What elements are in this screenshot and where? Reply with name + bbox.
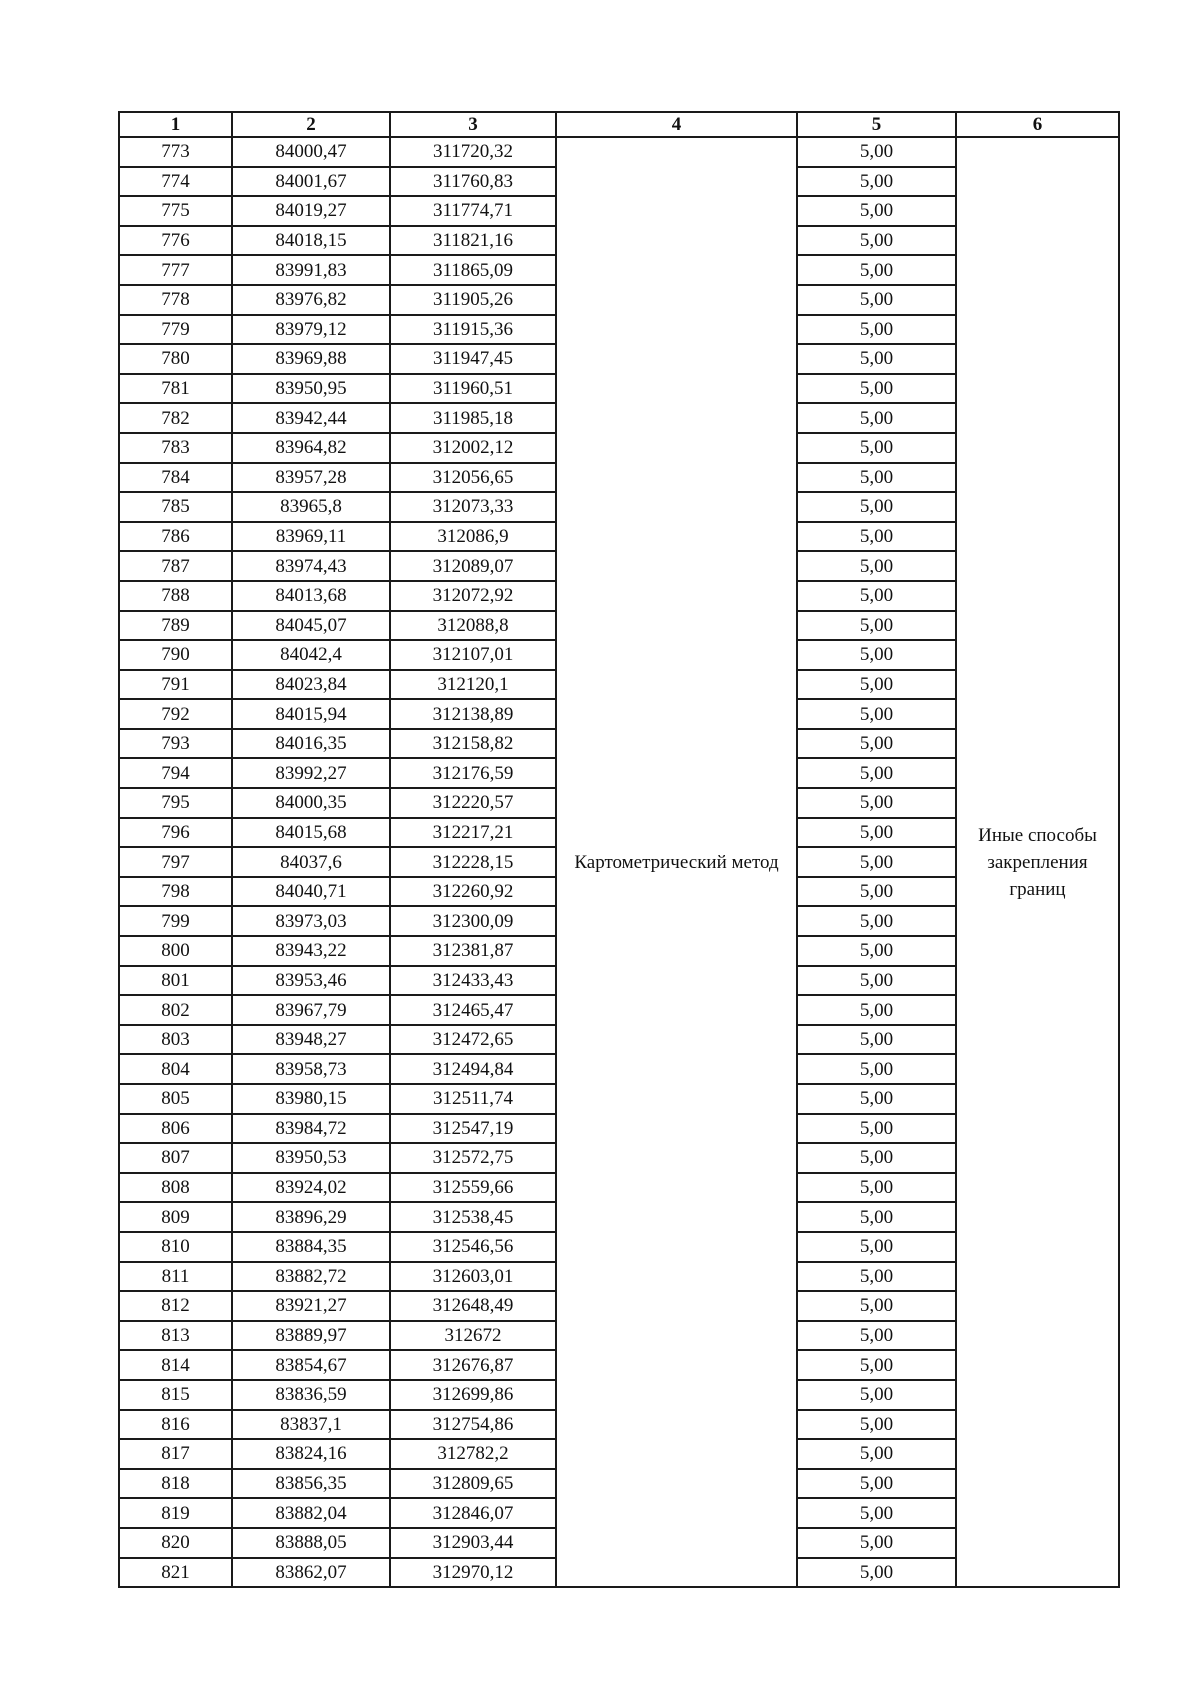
y-coordinate-cell: 312782,2	[390, 1439, 556, 1469]
y-coordinate-cell: 312433,43	[390, 966, 556, 996]
x-coordinate-cell: 83964,82	[232, 433, 390, 463]
point-number-cell: 776	[119, 226, 232, 256]
y-coordinate-cell: 312676,87	[390, 1350, 556, 1380]
x-coordinate-cell: 83974,43	[232, 551, 390, 581]
y-coordinate-cell: 311774,71	[390, 196, 556, 226]
x-coordinate-cell: 83950,53	[232, 1143, 390, 1173]
precision-cell: 5,00	[797, 877, 956, 907]
point-number-cell: 786	[119, 522, 232, 552]
precision-cell: 5,00	[797, 137, 956, 167]
x-coordinate-cell: 84040,71	[232, 877, 390, 907]
x-coordinate-cell: 83837,1	[232, 1410, 390, 1440]
precision-cell: 5,00	[797, 433, 956, 463]
x-coordinate-cell: 84042,4	[232, 640, 390, 670]
precision-cell: 5,00	[797, 1321, 956, 1351]
x-coordinate-cell: 83969,11	[232, 522, 390, 552]
y-coordinate-cell: 312494,84	[390, 1054, 556, 1084]
x-coordinate-cell: 83965,8	[232, 492, 390, 522]
point-number-cell: 780	[119, 344, 232, 374]
precision-cell: 5,00	[797, 1291, 956, 1321]
y-coordinate-cell: 311760,83	[390, 167, 556, 197]
x-coordinate-cell: 83888,05	[232, 1528, 390, 1558]
x-coordinate-cell: 83836,59	[232, 1380, 390, 1410]
y-coordinate-cell: 311865,09	[390, 255, 556, 285]
precision-cell: 5,00	[797, 1114, 956, 1144]
y-coordinate-cell: 312158,82	[390, 729, 556, 759]
point-number-cell: 800	[119, 936, 232, 966]
point-number-cell: 819	[119, 1498, 232, 1528]
precision-cell: 5,00	[797, 847, 956, 877]
x-coordinate-cell: 83992,27	[232, 758, 390, 788]
precision-cell: 5,00	[797, 522, 956, 552]
y-coordinate-cell: 312107,01	[390, 640, 556, 670]
y-coordinate-cell: 312699,86	[390, 1380, 556, 1410]
point-number-cell: 790	[119, 640, 232, 670]
header-col-2: 2	[232, 112, 390, 137]
precision-cell: 5,00	[797, 936, 956, 966]
precision-cell: 5,00	[797, 226, 956, 256]
x-coordinate-cell: 84037,6	[232, 847, 390, 877]
header-col-5: 5	[797, 112, 956, 137]
precision-cell: 5,00	[797, 1498, 956, 1528]
x-coordinate-cell: 83882,04	[232, 1498, 390, 1528]
point-number-cell: 789	[119, 611, 232, 641]
point-number-cell: 792	[119, 699, 232, 729]
precision-cell: 5,00	[797, 1558, 956, 1588]
x-coordinate-cell: 83979,12	[232, 315, 390, 345]
point-number-cell: 806	[119, 1114, 232, 1144]
y-coordinate-cell: 312176,59	[390, 758, 556, 788]
precision-cell: 5,00	[797, 818, 956, 848]
point-number-cell: 774	[119, 167, 232, 197]
point-number-cell: 793	[119, 729, 232, 759]
y-coordinate-cell: 312086,9	[390, 522, 556, 552]
table-header	[119, 112, 1119, 137]
precision-cell: 5,00	[797, 966, 956, 996]
point-number-cell: 785	[119, 492, 232, 522]
precision-cell: 5,00	[797, 1054, 956, 1084]
x-coordinate-cell: 84001,67	[232, 167, 390, 197]
point-number-cell: 788	[119, 581, 232, 611]
y-coordinate-cell: 312056,65	[390, 463, 556, 493]
x-coordinate-cell: 84000,47	[232, 137, 390, 167]
x-coordinate-cell: 83969,88	[232, 344, 390, 374]
point-number-cell: 808	[119, 1173, 232, 1203]
y-coordinate-cell: 311960,51	[390, 374, 556, 404]
precision-cell: 5,00	[797, 640, 956, 670]
y-coordinate-cell: 312073,33	[390, 492, 556, 522]
precision-cell: 5,00	[797, 1439, 956, 1469]
precision-cell: 5,00	[797, 1084, 956, 1114]
y-coordinate-cell: 312260,92	[390, 877, 556, 907]
y-coordinate-cell: 312220,57	[390, 788, 556, 818]
x-coordinate-cell: 84045,07	[232, 611, 390, 641]
x-coordinate-cell: 83957,28	[232, 463, 390, 493]
precision-cell: 5,00	[797, 670, 956, 700]
y-coordinate-cell: 312538,45	[390, 1202, 556, 1232]
y-coordinate-cell: 311947,45	[390, 344, 556, 374]
precision-cell: 5,00	[797, 788, 956, 818]
x-coordinate-cell: 83882,72	[232, 1262, 390, 1292]
table-body	[119, 137, 1119, 1587]
y-coordinate-cell: 312572,75	[390, 1143, 556, 1173]
y-coordinate-cell: 312846,07	[390, 1498, 556, 1528]
point-number-cell: 784	[119, 463, 232, 493]
x-coordinate-cell: 83991,83	[232, 255, 390, 285]
precision-cell: 5,00	[797, 1173, 956, 1203]
precision-cell: 5,00	[797, 403, 956, 433]
precision-cell: 5,00	[797, 1202, 956, 1232]
precision-cell: 5,00	[797, 906, 956, 936]
point-number-cell: 775	[119, 196, 232, 226]
x-coordinate-cell: 83984,72	[232, 1114, 390, 1144]
y-coordinate-cell: 312559,66	[390, 1173, 556, 1203]
x-coordinate-cell: 83884,35	[232, 1232, 390, 1262]
point-number-cell: 815	[119, 1380, 232, 1410]
precision-cell: 5,00	[797, 611, 956, 641]
y-coordinate-cell: 312903,44	[390, 1528, 556, 1558]
precision-cell: 5,00	[797, 1380, 956, 1410]
precision-cell: 5,00	[797, 1350, 956, 1380]
x-coordinate-cell: 83973,03	[232, 906, 390, 936]
x-coordinate-cell: 83862,07	[232, 1558, 390, 1588]
precision-cell: 5,00	[797, 1410, 956, 1440]
point-number-cell: 799	[119, 906, 232, 936]
x-coordinate-cell: 83943,22	[232, 936, 390, 966]
y-coordinate-cell: 311905,26	[390, 285, 556, 315]
point-number-cell: 791	[119, 670, 232, 700]
x-coordinate-cell: 84000,35	[232, 788, 390, 818]
point-number-cell: 820	[119, 1528, 232, 1558]
precision-cell: 5,00	[797, 167, 956, 197]
point-number-cell: 807	[119, 1143, 232, 1173]
y-coordinate-cell: 312217,21	[390, 818, 556, 848]
precision-cell: 5,00	[797, 1528, 956, 1558]
precision-cell: 5,00	[797, 758, 956, 788]
x-coordinate-cell: 83856,35	[232, 1469, 390, 1499]
point-number-cell: 818	[119, 1469, 232, 1499]
y-coordinate-cell: 312603,01	[390, 1262, 556, 1292]
x-coordinate-cell: 83896,29	[232, 1202, 390, 1232]
x-coordinate-cell: 83942,44	[232, 403, 390, 433]
y-coordinate-cell: 312002,12	[390, 433, 556, 463]
point-number-cell: 813	[119, 1321, 232, 1351]
coordinates-table	[118, 111, 1120, 1588]
y-coordinate-cell: 312546,56	[390, 1232, 556, 1262]
x-coordinate-cell: 83950,95	[232, 374, 390, 404]
x-coordinate-cell: 84015,94	[232, 699, 390, 729]
point-number-cell: 773	[119, 137, 232, 167]
x-coordinate-cell: 84013,68	[232, 581, 390, 611]
point-number-cell: 795	[119, 788, 232, 818]
x-coordinate-cell: 83854,67	[232, 1350, 390, 1380]
point-number-cell: 783	[119, 433, 232, 463]
y-coordinate-cell: 312138,89	[390, 699, 556, 729]
y-coordinate-cell: 311985,18	[390, 403, 556, 433]
point-number-cell: 798	[119, 877, 232, 907]
point-number-cell: 809	[119, 1202, 232, 1232]
y-coordinate-cell: 312300,09	[390, 906, 556, 936]
precision-cell: 5,00	[797, 1469, 956, 1499]
x-coordinate-cell: 83889,97	[232, 1321, 390, 1351]
y-coordinate-cell: 312072,92	[390, 581, 556, 611]
y-coordinate-cell: 312672	[390, 1321, 556, 1351]
y-coordinate-cell: 311821,16	[390, 226, 556, 256]
precision-cell: 5,00	[797, 463, 956, 493]
precision-cell: 5,00	[797, 1262, 956, 1292]
y-coordinate-cell: 312381,87	[390, 936, 556, 966]
point-number-cell: 811	[119, 1262, 232, 1292]
precision-cell: 5,00	[797, 285, 956, 315]
y-coordinate-cell: 312511,74	[390, 1084, 556, 1114]
y-coordinate-cell: 312228,15	[390, 847, 556, 877]
x-coordinate-cell: 84018,15	[232, 226, 390, 256]
precision-cell: 5,00	[797, 581, 956, 611]
point-number-cell: 817	[119, 1439, 232, 1469]
y-coordinate-cell: 312089,07	[390, 551, 556, 581]
y-coordinate-cell: 311720,32	[390, 137, 556, 167]
x-coordinate-cell: 83953,46	[232, 966, 390, 996]
y-coordinate-cell: 312547,19	[390, 1114, 556, 1144]
header-col-3: 3	[390, 112, 556, 137]
y-coordinate-cell: 312970,12	[390, 1558, 556, 1588]
x-coordinate-cell: 84019,27	[232, 196, 390, 226]
header-col-1: 1	[119, 112, 232, 137]
precision-cell: 5,00	[797, 315, 956, 345]
method-cell: Картометрический метод	[556, 137, 797, 1587]
x-coordinate-cell: 83824,16	[232, 1439, 390, 1469]
x-coordinate-cell: 83967,79	[232, 995, 390, 1025]
y-coordinate-cell: 311915,36	[390, 315, 556, 345]
x-coordinate-cell: 83958,73	[232, 1054, 390, 1084]
y-coordinate-cell: 312120,1	[390, 670, 556, 700]
x-coordinate-cell: 83980,15	[232, 1084, 390, 1114]
point-number-cell: 794	[119, 758, 232, 788]
fixing-method-cell: Иные способы закрепления границ	[956, 137, 1119, 1587]
x-coordinate-cell: 84016,35	[232, 729, 390, 759]
point-number-cell: 781	[119, 374, 232, 404]
precision-cell: 5,00	[797, 374, 956, 404]
y-coordinate-cell: 312088,8	[390, 611, 556, 641]
point-number-cell: 778	[119, 285, 232, 315]
x-coordinate-cell: 84023,84	[232, 670, 390, 700]
precision-cell: 5,00	[797, 729, 956, 759]
x-coordinate-cell: 84015,68	[232, 818, 390, 848]
point-number-cell: 787	[119, 551, 232, 581]
precision-cell: 5,00	[797, 492, 956, 522]
point-number-cell: 810	[119, 1232, 232, 1262]
point-number-cell: 805	[119, 1084, 232, 1114]
point-number-cell: 812	[119, 1291, 232, 1321]
y-coordinate-cell: 312754,86	[390, 1410, 556, 1440]
y-coordinate-cell: 312465,47	[390, 995, 556, 1025]
point-number-cell: 797	[119, 847, 232, 877]
precision-cell: 5,00	[797, 255, 956, 285]
x-coordinate-cell: 83976,82	[232, 285, 390, 315]
point-number-cell: 803	[119, 1025, 232, 1055]
y-coordinate-cell: 312809,65	[390, 1469, 556, 1499]
precision-cell: 5,00	[797, 1232, 956, 1262]
table-row	[119, 137, 1119, 167]
document-page	[118, 111, 1118, 1588]
point-number-cell: 804	[119, 1054, 232, 1084]
x-coordinate-cell: 83924,02	[232, 1173, 390, 1203]
point-number-cell: 801	[119, 966, 232, 996]
point-number-cell: 802	[119, 995, 232, 1025]
point-number-cell: 779	[119, 315, 232, 345]
precision-cell: 5,00	[797, 344, 956, 374]
x-coordinate-cell: 83948,27	[232, 1025, 390, 1055]
point-number-cell: 782	[119, 403, 232, 433]
y-coordinate-cell: 312648,49	[390, 1291, 556, 1321]
precision-cell: 5,00	[797, 551, 956, 581]
precision-cell: 5,00	[797, 995, 956, 1025]
header-col-6: 6	[956, 112, 1119, 137]
x-coordinate-cell: 83921,27	[232, 1291, 390, 1321]
point-number-cell: 796	[119, 818, 232, 848]
header-col-4: 4	[556, 112, 797, 137]
header-row	[119, 112, 1119, 137]
y-coordinate-cell: 312472,65	[390, 1025, 556, 1055]
precision-cell: 5,00	[797, 196, 956, 226]
point-number-cell: 816	[119, 1410, 232, 1440]
point-number-cell: 777	[119, 255, 232, 285]
point-number-cell: 814	[119, 1350, 232, 1380]
precision-cell: 5,00	[797, 1025, 956, 1055]
precision-cell: 5,00	[797, 699, 956, 729]
point-number-cell: 821	[119, 1558, 232, 1588]
precision-cell: 5,00	[797, 1143, 956, 1173]
